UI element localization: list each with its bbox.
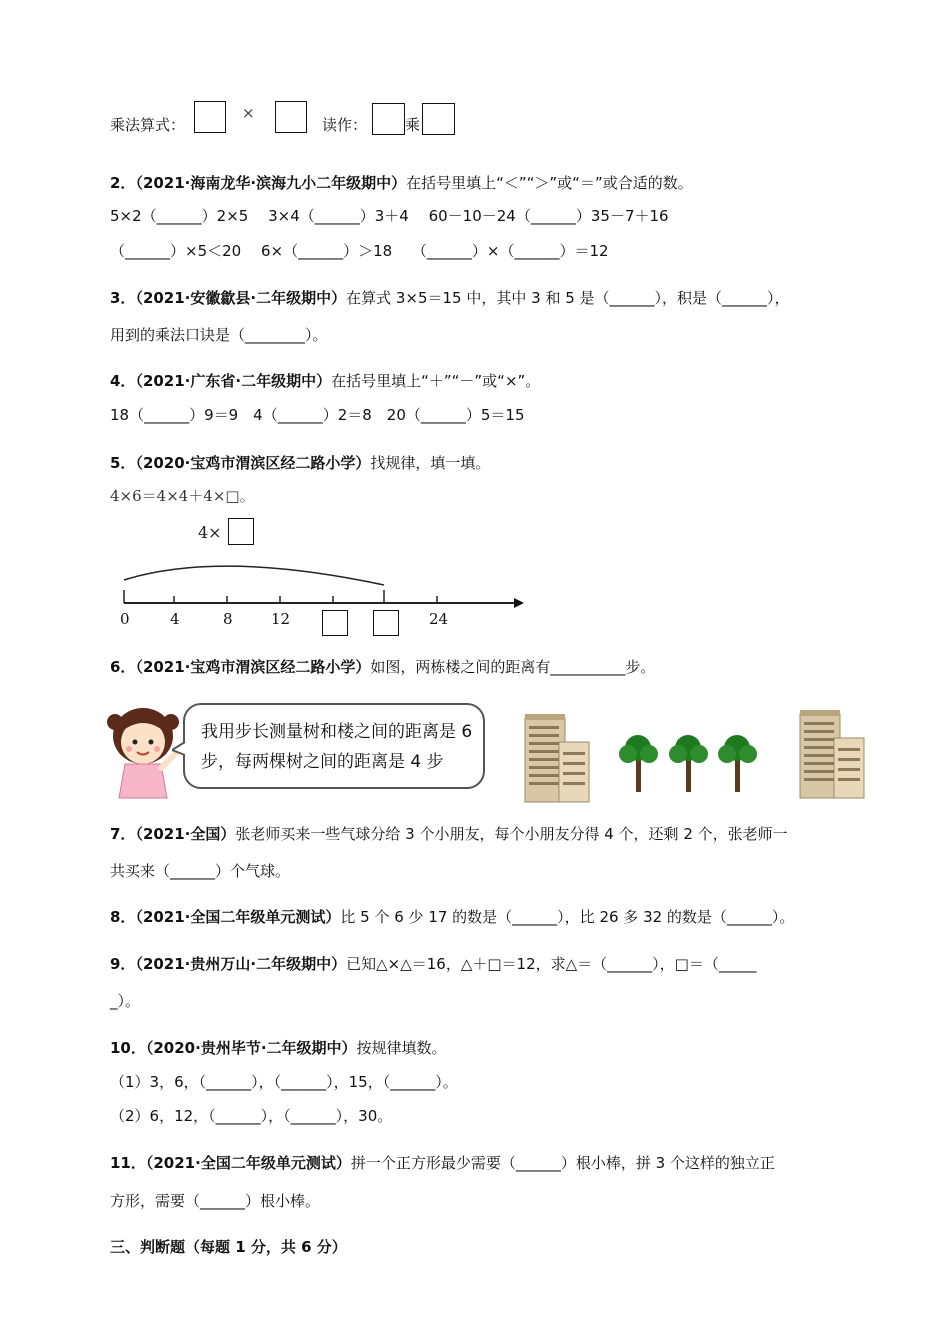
question-source: （2021·贵州万山·二年级期中） [135, 955, 347, 973]
q5-formula: 4×6＝4×4＋4×□。 [110, 487, 255, 505]
question-source: （2021·安徽歙县·二年级期中） [135, 289, 347, 307]
answer-box[interactable] [194, 101, 226, 133]
arc-label: 4× [198, 523, 222, 542]
question-text: 拼一个正方形最少需要（______）根小棒，拼 3 个这样的独立正 [350, 1154, 775, 1172]
q11-line-2: 方形，需要（______）根小棒。 [110, 1192, 321, 1210]
question-source: （2021·全国二年级单元测试） [145, 1154, 351, 1172]
question-5 [110, 452, 490, 473]
question-number: 4． [110, 372, 136, 390]
q1-read-mid: 乘 [405, 116, 421, 134]
q4-row-1: 18（______）9＝9 4（______）2＝8 20（______）5＝15 [110, 406, 525, 424]
q1-read-label: 读作： [322, 116, 368, 134]
question-text: 在算式 3×5＝15 中，其中 3 和 5 是（______），积是（______）， [346, 289, 790, 307]
q7-line-2: 共买来（______）个气球。 [110, 862, 291, 880]
question-source: （2021·广东省·二年级期中） [135, 372, 332, 390]
question-text: 比 5 个 6 少 17 的数是（______），比 26 多 32 的数是（______）。 [340, 908, 795, 926]
tick-label: 4 [170, 610, 180, 628]
tick-label: 24 [429, 610, 449, 628]
answer-box[interactable] [422, 103, 455, 135]
question-text: 张老师买来一些气球分给 3 个小朋友，每个小朋友分得 4 个，还剩 2 个，张老师一 [235, 825, 788, 843]
question-text: 在括号里填上“＋”“－”或“×”。 [331, 372, 541, 390]
question-text: 按规律填数。 [356, 1039, 447, 1057]
answer-box[interactable] [322, 610, 348, 636]
q1-label: 乘法算式： [110, 116, 186, 134]
question-number: 8． [110, 908, 136, 926]
question-source: （2020·贵州毕节·二年级期中） [145, 1039, 357, 1057]
tree-icon [669, 735, 708, 792]
bubble-tail [172, 742, 186, 756]
question-number: 10． [110, 1039, 146, 1057]
question-source: （2021·全国） [135, 825, 236, 843]
question-text: 如图，两栋楼之间的距离有__________步。 [370, 658, 656, 676]
answer-box[interactable] [275, 101, 307, 133]
building-icon [798, 708, 868, 800]
question-6 [110, 656, 655, 677]
question-text: 已知△×△＝16，△＋□＝12，求△＝（______），□＝（_____ [346, 955, 757, 973]
axis-arrow [514, 598, 524, 608]
bubble-line-2: 步，每两棵树之间的距离是 4 步 [201, 752, 444, 772]
question-number: 2． [110, 174, 136, 192]
question-number: 9． [110, 955, 136, 973]
question-source: （2020·宝鸡市渭滨区经二路小学） [135, 454, 371, 472]
q2-row-2: （______）×5＜20 6×（______）＞18 （______）×（______）＝12 [110, 242, 609, 260]
tick-label: 0 [120, 610, 130, 628]
trees-illustration [616, 724, 766, 794]
question-source: （2021·海南龙华·滨海九小二年级期中） [135, 174, 407, 192]
question-10 [110, 1037, 447, 1058]
question-source: （2021·宝鸡市渭滨区经二路小学） [135, 658, 371, 676]
question-9 [110, 953, 756, 974]
bubble-line-1: 我用步长测量树和楼之间的距离是 6 [201, 722, 473, 742]
question-number: 7． [110, 825, 136, 843]
section-title: 三、判断题（每题 1 分，共 6 分） [110, 1238, 347, 1256]
question-4 [110, 370, 540, 391]
tree-icon [619, 735, 658, 792]
arc-4x [124, 566, 384, 585]
question-3 [110, 287, 790, 308]
q2-row-1: 5×2（______）2×5 3×4（______）3＋4 60－10－24（______）35－7＋16 [110, 207, 669, 225]
question-7 [110, 823, 788, 844]
question-number: 3． [110, 289, 136, 307]
tree-icon [718, 735, 757, 792]
question-number: 5． [110, 454, 136, 472]
q9-line-2: _）。 [110, 992, 141, 1010]
answer-box[interactable] [373, 610, 399, 636]
q10-row-1: （1）3，6，（______），（______），15，（______）。 [110, 1073, 458, 1091]
tick-label: 8 [223, 610, 233, 628]
q10-row-2: （2）6，12，（______），（______），30。 [110, 1107, 393, 1125]
question-source: （2021·全国二年级单元测试） [135, 908, 341, 926]
question-2 [110, 172, 693, 193]
answer-box[interactable] [228, 518, 254, 545]
question-text: 找规律，填一填。 [370, 454, 491, 472]
speech-bubble [183, 703, 485, 789]
question-number: 11． [110, 1154, 146, 1172]
q3-line-2: 用到的乘法口诀是（________）。 [110, 326, 328, 344]
number-line [110, 555, 530, 610]
building-icon [523, 712, 593, 804]
tick-label: 12 [271, 610, 291, 628]
question-number: 6． [110, 658, 136, 676]
question-text: 在括号里填上“＜”“＞”或“＝”或合适的数。 [406, 174, 693, 192]
answer-box[interactable] [372, 103, 405, 135]
times-sign: × [242, 104, 255, 122]
question-11 [110, 1152, 775, 1173]
question-8 [110, 906, 794, 927]
